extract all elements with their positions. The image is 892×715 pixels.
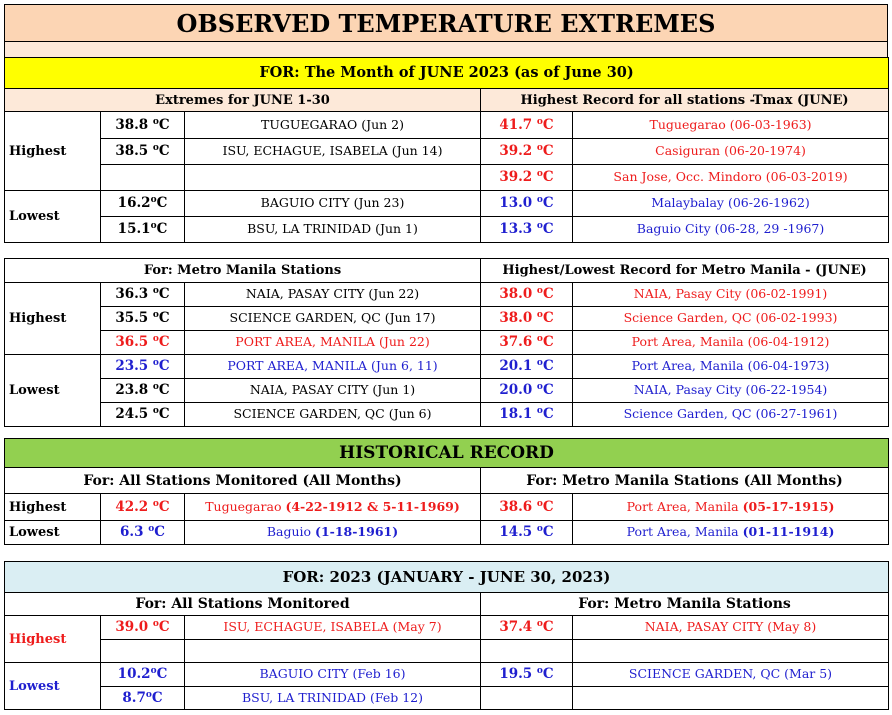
- june-highest-label: Highest: [5, 112, 101, 191]
- june-right-header: Highest Record for all stations -Tmax (JUNE): [481, 89, 889, 112]
- temp-value: 42.2 $^o$C: [101, 494, 185, 521]
- june-banner: FOR: The Month of JUNE 2023 (as of June 30): [5, 58, 889, 89]
- temp-value: 15.1$^o$C: [101, 217, 185, 243]
- empty-cell: [101, 640, 185, 663]
- record-station: NAIA, Pasay City (06-22-1954): [573, 379, 889, 403]
- empty-cell: [481, 687, 573, 710]
- record-station: Baguio City (06-28, 29 -1967): [573, 217, 889, 243]
- empty-cell: [185, 640, 481, 663]
- record-value: 13.0 $^o$C: [481, 191, 573, 217]
- record-station: Science Garden, QC (06-27-1961): [573, 403, 889, 427]
- title-spacer: [4, 42, 888, 58]
- page-title-box: [4, 4, 888, 42]
- temp-value: 39.0 $^o$C: [101, 616, 185, 640]
- year-lowest-label: Lowest: [5, 663, 101, 710]
- station-name: SCIENCE GARDEN, QC (Jun 17): [185, 307, 481, 331]
- station-name: NAIA, PASAY CITY (Jun 1): [185, 379, 481, 403]
- record-value: 39.2 $^o$C: [481, 139, 573, 165]
- record-value: 41.7 $^o$C: [481, 112, 573, 139]
- temp-value: 10.2$^o$C: [101, 663, 185, 687]
- june-all-stations-table: [4, 57, 889, 243]
- temp-value: 6.3 $^o$C: [101, 521, 185, 545]
- temp-value: 16.2$^o$C: [101, 191, 185, 217]
- record-value: 39.2 $^o$C: [481, 165, 573, 191]
- station-name: BAGUIO CITY (Jun 23): [185, 191, 481, 217]
- record-value: 20.0 $^o$C: [481, 379, 573, 403]
- june-lowest-label: Lowest: [5, 191, 101, 243]
- record-value: 38.6 $^o$C: [481, 494, 573, 521]
- record-value: 37.4 $^o$C: [481, 616, 573, 640]
- temp-value: 36.3 $^o$C: [101, 283, 185, 307]
- record-station: Port Area, Manila (01-11-1914): [573, 521, 889, 545]
- station-name: NAIA, PASAY CITY (Jun 22): [185, 283, 481, 307]
- record-value: 13.3 $^o$C: [481, 217, 573, 243]
- station-name: ISU, ECHAGUE, ISABELA (May 7): [185, 616, 481, 640]
- year-highest-label: Highest: [5, 616, 101, 663]
- station-name-empty: [185, 165, 481, 191]
- metro-manila-june-table: [4, 258, 889, 427]
- historical-right-header: For: Metro Manila Stations (All Months): [481, 468, 889, 494]
- temp-value: 35.5 $^o$C: [101, 307, 185, 331]
- record-station: San Jose, Occ. Mindoro (06-03-2019): [573, 165, 889, 191]
- temp-value: 38.8 $^o$C: [101, 112, 185, 139]
- station-name: BAGUIO CITY (Feb 16): [185, 663, 481, 687]
- year-left-header: For: All Stations Monitored: [5, 593, 481, 616]
- station-name: SCIENCE GARDEN, QC (Jun 6): [185, 403, 481, 427]
- temp-value-empty: [101, 165, 185, 191]
- metro-right-header: Highest/Lowest Record for Metro Manila - (JUNE): [481, 259, 889, 283]
- station-name: ISU, ECHAGUE, ISABELA (Jun 14): [185, 139, 481, 165]
- record-value: 37.6 $^o$C: [481, 331, 573, 355]
- record-station: Casiguran (06-20-1974): [573, 139, 889, 165]
- empty-cell: [573, 640, 889, 663]
- station-name: Tuguegarao (4-22-1912 & 5-11-1969): [185, 494, 481, 521]
- temp-value: 24.5 $^o$C: [101, 403, 185, 427]
- year-right-header: For: Metro Manila Stations: [481, 593, 889, 616]
- year-2023-table: [4, 561, 889, 710]
- station-name: TUGUEGARAO (Jun 2): [185, 112, 481, 139]
- historical-lowest-label: Lowest: [5, 521, 101, 545]
- page-title: OBSERVED TEMPERATURE EXTREMES: [176, 9, 716, 38]
- temp-value: 36.5 $^o$C: [101, 331, 185, 355]
- historical-left-header: For: All Stations Monitored (All Months): [5, 468, 481, 494]
- metro-left-header: For: Metro Manila Stations: [5, 259, 481, 283]
- record-value: 38.0 $^o$C: [481, 307, 573, 331]
- record-station: Port Area, Manila (06-04-1912): [573, 331, 889, 355]
- record-station: NAIA, PASAY CITY (May 8): [573, 616, 889, 640]
- temp-value: 38.5 $^o$C: [101, 139, 185, 165]
- record-station: Tuguegarao (06-03-1963): [573, 112, 889, 139]
- record-station: Malaybalay (06-26-1962): [573, 191, 889, 217]
- empty-cell: [573, 687, 889, 710]
- record-station: SCIENCE GARDEN, QC (Mar 5): [573, 663, 889, 687]
- station-name: PORT AREA, MANILA (Jun 6, 11): [185, 355, 481, 379]
- metro-highest-label: Highest: [5, 283, 101, 355]
- station-name: PORT AREA, MANILA (Jun 22): [185, 331, 481, 355]
- record-value: 19.5 $^o$C: [481, 663, 573, 687]
- year-banner: FOR: 2023 (JANUARY - JUNE 30, 2023): [5, 562, 889, 593]
- historical-banner: HISTORICAL RECORD: [5, 439, 889, 468]
- record-value: 20.1 $^o$C: [481, 355, 573, 379]
- record-value: 38.0 $^o$C: [481, 283, 573, 307]
- station-name: BSU, LA TRINIDAD (Feb 12): [185, 687, 481, 710]
- record-station: Science Garden, QC (06-02-1993): [573, 307, 889, 331]
- record-value: 18.1 $^o$C: [481, 403, 573, 427]
- station-name: BSU, LA TRINIDAD (Jun 1): [185, 217, 481, 243]
- empty-cell: [481, 640, 573, 663]
- temp-value: 23.5 $^o$C: [101, 355, 185, 379]
- record-value: 14.5 $^o$C: [481, 521, 573, 545]
- metro-lowest-label: Lowest: [5, 355, 101, 427]
- historical-highest-label: Highest: [5, 494, 101, 521]
- record-station: NAIA, Pasay City (06-02-1991): [573, 283, 889, 307]
- record-station: Port Area, Manila (06-04-1973): [573, 355, 889, 379]
- record-station: Port Area, Manila (05-17-1915): [573, 494, 889, 521]
- station-name: Baguio (1-18-1961): [185, 521, 481, 545]
- temp-value: 23.8 $^o$C: [101, 379, 185, 403]
- historical-record-table: [4, 438, 889, 545]
- june-left-header: Extremes for JUNE 1-30: [5, 89, 481, 112]
- temp-value: 8.7$^o$C: [101, 687, 185, 710]
